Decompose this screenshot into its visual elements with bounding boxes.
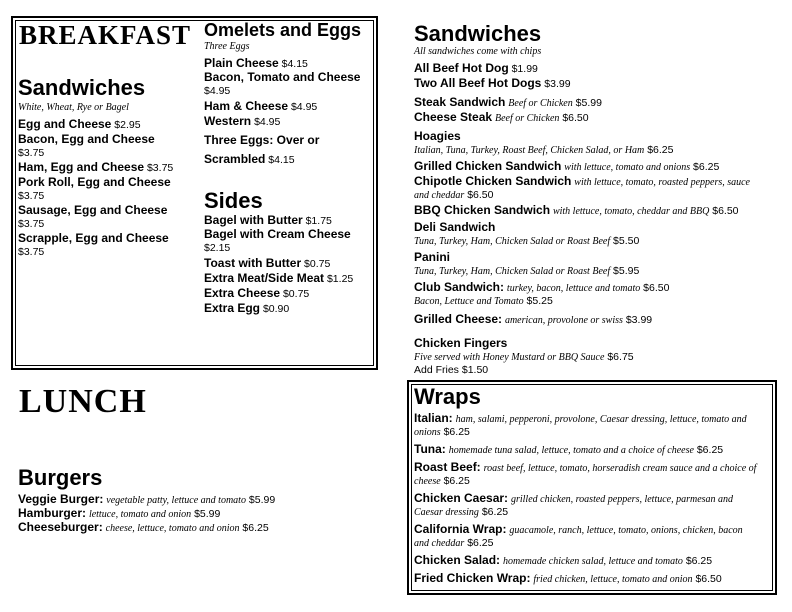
list-item: Bagel with Cream Cheese $2.15: [204, 227, 351, 254]
sandwiches-section: [414, 23, 784, 377]
list-item: Chicken Fingers Five served with Honey Mustard or BBQ Sauce $6.75 Add Fries $1.50: [414, 336, 634, 376]
sides-section: [204, 190, 380, 316]
list-item: Roast Beef: roast beef, lettuce, tomato, horseradish cream sauce and a choice of cheese $6.25: [414, 460, 757, 487]
list-item: Fried Chicken Wrap: fried chicken, lettuce, tomato and onion $6.50: [414, 571, 722, 585]
list-item: Plain Cheese $4.15: [204, 56, 308, 70]
list-item: Cheeseburger: cheese, lettuce, tomato and onion $6.25: [18, 520, 269, 534]
list-item: Deli Sandwich Tuna, Turkey, Ham, Chicken Salad or Roast Beef $5.50: [414, 220, 640, 247]
list-item: Two All Beef Hot Dogs $3.99: [414, 76, 571, 90]
list-item: Chipotle Chicken Sandwich with lettuce, tomato, roasted peppers, sauce and cheddar $6.50: [414, 174, 750, 201]
list-item: Bagel with Butter $1.75: [204, 213, 332, 227]
list-item: Panini Tuna, Turkey, Ham, Chicken Salad or Roast Beef $5.95: [414, 250, 640, 277]
burgers-title: Burgers: [18, 465, 103, 490]
list-item: Bacon, Egg and Cheese $3.75: [18, 132, 155, 159]
list-item: Toast with Butter $0.75: [204, 256, 331, 270]
breakfast-sandwiches-section: [18, 77, 204, 259]
list-item: Veggie Burger: vegetable patty, lettuce and tomato $5.99: [18, 492, 276, 506]
list-item: Scrapple, Egg and Cheese $3.75: [18, 231, 169, 258]
list-item: Extra Cheese $0.75: [204, 286, 310, 300]
list-item: Hoagies Italian, Tuna, Turkey, Roast Beef, Chicken Salad, or Ham $6.25: [414, 129, 674, 156]
breakfast-sandwiches-sub: White, Wheat, Rye or Bagel: [18, 102, 129, 113]
list-item: Chicken Caesar: grilled chicken, roasted peppers, lettuce, parmesan and Caesar dressing $6.25: [414, 491, 734, 518]
list-item: Egg and Cheese $2.95: [18, 117, 141, 131]
list-item: Western $4.95: [204, 114, 281, 128]
list-item: Steak Sandwich Beef or Chicken $5.99: [414, 95, 602, 109]
list-item: Hamburger: lettuce, tomato and onion $5.99: [18, 506, 221, 520]
omelets-title: Omelets and Eggs: [204, 20, 362, 40]
list-item: Extra Egg $0.90: [204, 301, 290, 315]
list-item: Pork Roll, Egg and Cheese $3.75: [18, 175, 171, 202]
list-item: Chicken Salad: homemade chicken salad, lettuce and tomato $6.25: [414, 553, 713, 567]
list-item: Scrambled $4.15: [204, 152, 295, 166]
burgers-section: [18, 467, 398, 535]
omelets-section: [204, 21, 380, 167]
list-item: Ham & Cheese $4.95: [204, 99, 318, 113]
list-item: Grilled Cheese: american, provolone or swiss $3.99: [414, 312, 653, 326]
list-item: Sausage, Egg and Cheese $3.75: [18, 203, 168, 230]
list-item: Tuna: homemade tuna salad, lettuce, tomato and a choice of cheese $6.25: [414, 442, 724, 456]
list-item: Club Sandwich: turkey, bacon, lettuce and tomato $6.50 Bacon, Lettuce and Tomato $5.25: [414, 280, 670, 307]
list-item: All Beef Hot Dog $1.99: [414, 61, 538, 75]
breakfast-sandwiches-title: Sandwiches: [18, 75, 146, 100]
list-item: California Wrap: guacamole, ranch, lettuce, tomato, onions, chicken, bacon and cheddar $6.25: [414, 522, 743, 549]
sandwiches-title: Sandwiches: [414, 21, 542, 46]
list-item: Cheese Steak Beef or Chicken $6.50: [414, 110, 589, 124]
list-item: Extra Meat/Side Meat $1.25: [204, 271, 354, 285]
omelets-sub: Three Eggs: [204, 41, 250, 52]
list-item: Three Eggs: Over or: [204, 133, 320, 147]
sides-title: Sides: [204, 188, 263, 213]
lunch-title: LUNCH: [19, 383, 147, 420]
sandwiches-sub: All sandwiches come with chips: [414, 46, 542, 57]
list-item: Italian: ham, salami, pepperoni, provolone, Caesar dressing, lettuce, tomato and onions $6.25: [414, 411, 747, 438]
breakfast-title: BREAKFAST: [19, 20, 192, 50]
wraps-title: Wraps: [414, 384, 481, 409]
list-item: Bacon, Tomato and Cheese $4.95: [204, 70, 361, 97]
list-item: Grilled Chicken Sandwich with lettuce, tomato and onions $6.25: [414, 159, 720, 173]
wraps-section: [414, 386, 774, 586]
list-item: Ham, Egg and Cheese $3.75: [18, 160, 174, 174]
list-item: BBQ Chicken Sandwich with lettuce, tomato, cheddar and BBQ $6.50: [414, 203, 739, 217]
